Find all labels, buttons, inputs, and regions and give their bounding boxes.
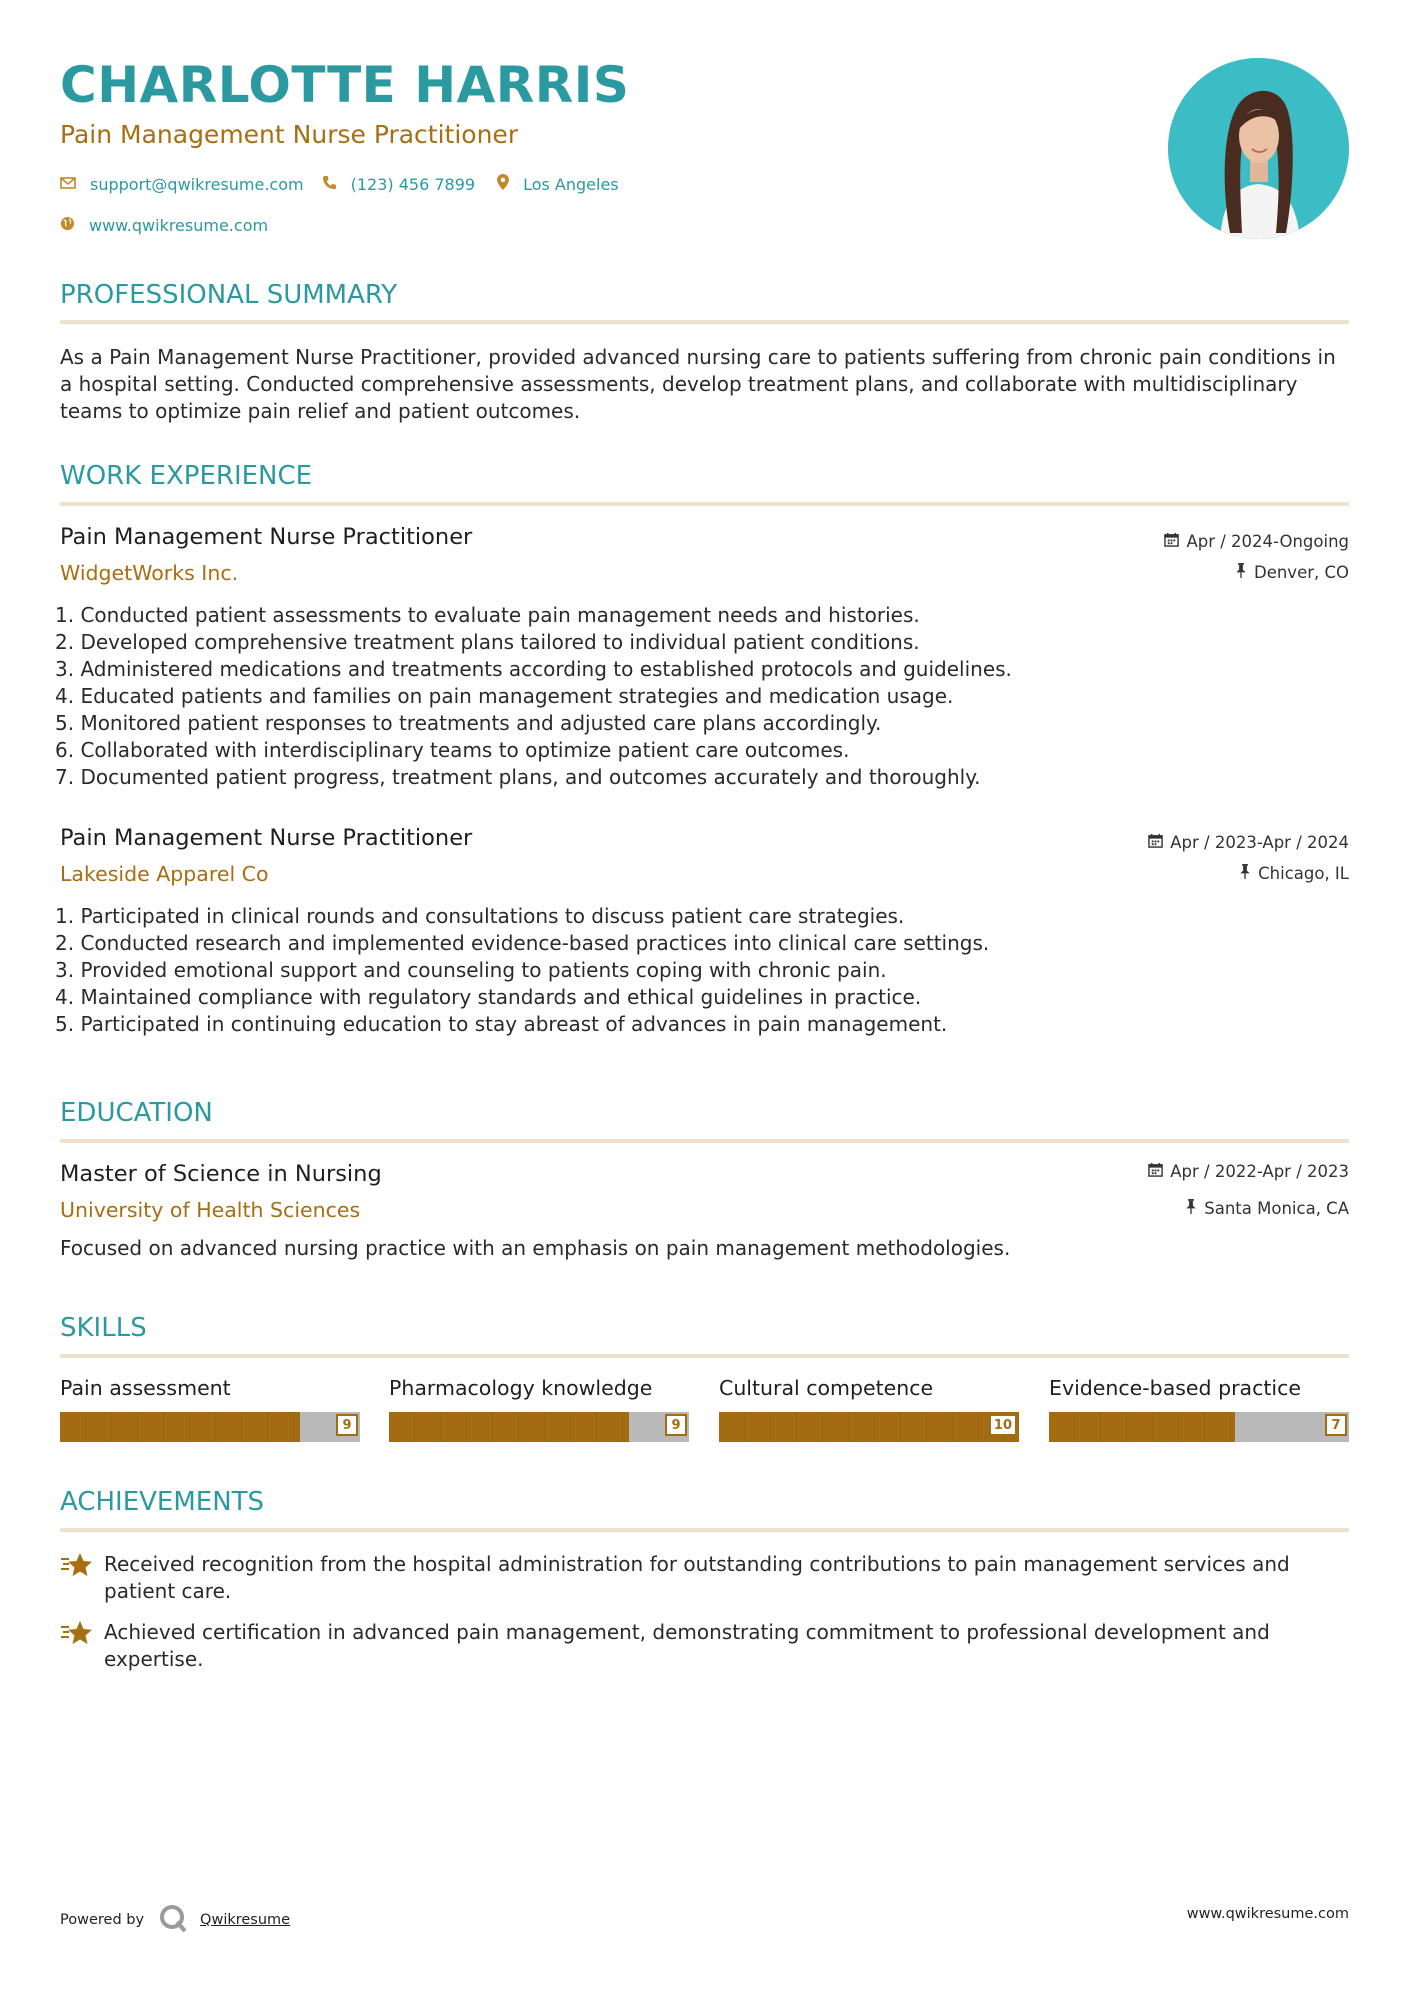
calendar-icon xyxy=(1148,833,1170,852)
achievement-item xyxy=(60,1619,1349,1673)
job-title: Pain Management Nurse Practitioner xyxy=(60,825,473,851)
education-dates xyxy=(1148,1162,1349,1181)
contact-row xyxy=(60,174,619,194)
footer-website[interactable]: www.qwikresume.com xyxy=(1186,1906,1349,1922)
school-name: University of Health Sciences xyxy=(60,1198,361,1222)
skill-bar-fill xyxy=(719,1412,1019,1442)
job-dates xyxy=(1148,833,1349,852)
skill-item xyxy=(60,1376,360,1433)
company-name: Lakeside Apparel Co xyxy=(60,862,269,886)
qwikresume-logo-icon xyxy=(158,1903,188,1937)
skill-bar-fill xyxy=(1049,1412,1235,1442)
achievement-text: Received recognition from the hospital administration for outstanding contributions to pain management services and patient care. xyxy=(104,1552,1290,1603)
job-bullets xyxy=(55,903,989,1038)
degree-title: Master of Science in Nursing xyxy=(60,1161,382,1187)
job-title: Pain Management Nurse Practitioner xyxy=(60,524,473,550)
job-dates-text: Apr / 2023-Apr / 2024 xyxy=(1170,833,1349,852)
list-item: 3. Provided emotional support and counseling to patients coping with chronic pain. xyxy=(55,958,887,982)
job-dates-text: Apr / 2024-Ongoing xyxy=(1186,532,1349,551)
email-link[interactable]: support@qwikresume.com xyxy=(90,174,304,194)
footer-powered-by xyxy=(60,1903,290,1937)
skill-level-badge: 10 xyxy=(989,1414,1017,1436)
experience-heading: WORK EXPERIENCE xyxy=(60,461,313,491)
job-location-text: Denver, CO xyxy=(1253,563,1349,582)
map-pin-icon xyxy=(497,174,523,194)
skill-item xyxy=(1049,1376,1349,1433)
job-location-text: Chicago, IL xyxy=(1258,864,1349,883)
star-icon xyxy=(60,1551,92,1583)
list-item: 7. Documented patient progress, treatment plans, and outcomes accurately and thoroughly. xyxy=(55,765,981,789)
job-location xyxy=(1235,563,1349,582)
profile-photo xyxy=(1168,58,1349,239)
list-item: 3. Administered medications and treatments according to established protocols and guidelines. xyxy=(55,657,1012,681)
summary-heading: PROFESSIONAL SUMMARY xyxy=(60,280,398,310)
skill-level-badge: 7 xyxy=(1325,1414,1347,1436)
candidate-name: CHARLOTTE HARRIS xyxy=(60,56,630,114)
location-text: Los Angeles xyxy=(523,174,619,194)
skill-item xyxy=(389,1376,689,1433)
skill-bar-fill xyxy=(389,1412,629,1442)
achievements-divider xyxy=(60,1528,1349,1532)
list-item: 6. Collaborated with interdisciplinary teams to optimize patient care outcomes. xyxy=(55,738,850,762)
phone-text: (123) 456 7899 xyxy=(350,174,476,194)
skill-bar xyxy=(389,1412,689,1442)
education-divider xyxy=(60,1139,1349,1143)
list-item: 4. Maintained compliance with regulatory standards and ethical guidelines in practice. xyxy=(55,985,922,1009)
company-name: WidgetWorks Inc. xyxy=(60,561,239,585)
skills-divider xyxy=(60,1354,1349,1358)
powered-by-label: Powered by xyxy=(60,1912,145,1928)
globe-icon xyxy=(60,216,89,235)
star-icon xyxy=(60,1619,92,1651)
summary-divider xyxy=(60,320,1349,324)
achievement-text: Achieved certification in advanced pain management, demonstrating commitment to professional development and expertise. xyxy=(104,1620,1270,1671)
list-item: 1. Participated in clinical rounds and consultations to discuss patient care strategies. xyxy=(55,904,905,928)
skill-item xyxy=(719,1376,1019,1433)
education-dates-text: Apr / 2022-Apr / 2023 xyxy=(1170,1162,1349,1181)
candidate-title: Pain Management Nurse Practitioner xyxy=(60,120,519,149)
skill-bar xyxy=(719,1412,1019,1442)
achievements-heading: ACHIEVEMENTS xyxy=(60,1487,265,1517)
summary-text: As a Pain Management Nurse Practitioner, provided advanced nursing care to patients suffering from chronic pain conditions in a hospital setting. Conducted comprehensive assessments, develop treatment plans, and collaborate with multidisciplinary teams to optimize pain relief and patient outcomes. xyxy=(60,345,1336,423)
education-heading: EDUCATION xyxy=(60,1098,213,1128)
job-dates xyxy=(1164,532,1349,551)
skill-label: Evidence-based practice xyxy=(1049,1376,1301,1400)
qwikresume-link[interactable]: Qwikresume xyxy=(200,1912,291,1928)
education-location-text: Santa Monica, CA xyxy=(1204,1199,1349,1218)
skill-level-badge: 9 xyxy=(665,1414,687,1436)
pushpin-icon xyxy=(1185,1199,1204,1218)
skill-label: Pain assessment xyxy=(60,1376,231,1400)
list-item: 2. Conducted research and implemented evidence-based practices into clinical care settings. xyxy=(55,931,990,955)
education-location xyxy=(1185,1199,1349,1218)
job-bullets xyxy=(55,602,1012,791)
experience-divider xyxy=(60,502,1349,506)
envelope-icon xyxy=(60,175,90,194)
list-item: 1. Conducted patient assessments to evaluate pain management needs and histories. xyxy=(55,603,920,627)
skill-bar xyxy=(60,1412,360,1442)
list-item: 4. Educated patients and families on pain management strategies and medication usage. xyxy=(55,684,954,708)
pushpin-icon xyxy=(1239,864,1258,883)
calendar-icon xyxy=(1164,532,1186,551)
job-location xyxy=(1239,864,1349,883)
pushpin-icon xyxy=(1235,563,1254,582)
calendar-icon xyxy=(1148,1162,1170,1181)
list-item: 2. Developed comprehensive treatment plans tailored to individual patient conditions. xyxy=(55,630,920,654)
list-item: 5. Monitored patient responses to treatments and adjusted care plans accordingly. xyxy=(55,711,882,735)
skill-level-badge: 9 xyxy=(336,1414,358,1436)
education-description: Focused on advanced nursing practice with an emphasis on pain management methodologies. xyxy=(60,1236,1011,1260)
skills-heading: SKILLS xyxy=(60,1313,147,1343)
website-link[interactable]: www.qwikresume.com xyxy=(89,216,269,235)
skill-bar xyxy=(1049,1412,1349,1442)
skill-label: Cultural competence xyxy=(719,1376,934,1400)
website-row xyxy=(60,216,268,235)
list-item: 5. Participated in continuing education to stay abreast of advances in pain management. xyxy=(55,1012,948,1036)
skill-label: Pharmacology knowledge xyxy=(389,1376,653,1400)
phone-icon xyxy=(322,175,351,194)
skill-bar-fill xyxy=(60,1412,300,1442)
achievement-item xyxy=(60,1551,1349,1605)
